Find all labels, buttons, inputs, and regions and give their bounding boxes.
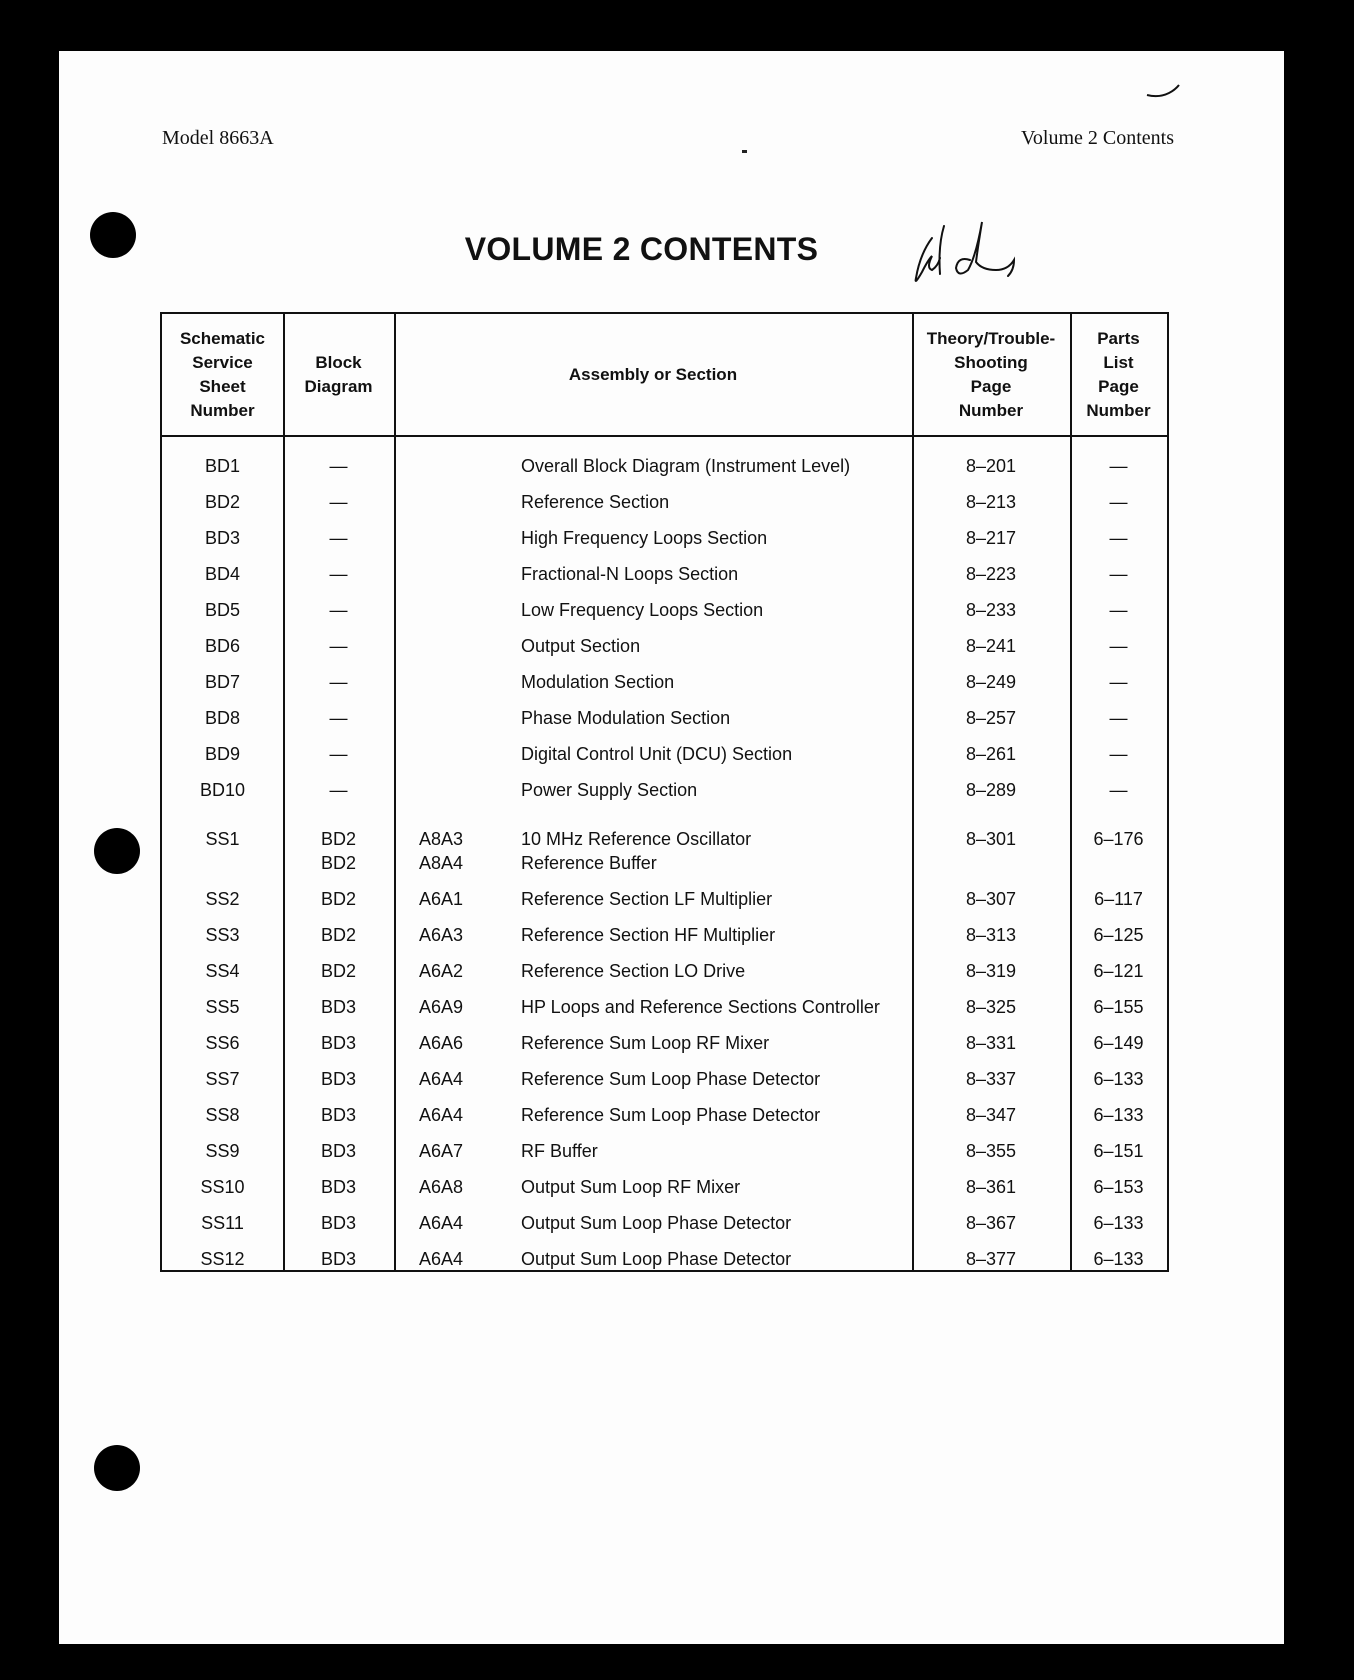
stray-dot: [742, 150, 747, 153]
assembly-cell: A6A7: [419, 1141, 464, 1161]
column-divider: [394, 314, 396, 1270]
parts-page-cell: 6–176: [1093, 829, 1144, 849]
sheet-cell: SS2: [205, 889, 240, 909]
sheet-cell: BD1: [204, 456, 240, 476]
description-cell: RF Buffer: [521, 1141, 598, 1161]
theory-page-cell: 8–307: [965, 889, 1017, 909]
page-title: VOLUME 2 CONTENTS: [464, 231, 819, 267]
block-cell: —: [329, 708, 348, 728]
theory-page-cell: 8–223: [965, 564, 1017, 584]
column-header-sheet: Schematic Service Sheet Number: [179, 328, 266, 420]
sheet-cell: SS3: [205, 925, 240, 945]
sheet-cell: BD3: [204, 528, 240, 548]
contents-table: [160, 312, 1169, 1272]
description-cell: Output Sum Loop Phase Detector: [521, 1213, 792, 1233]
parts-page-cell: 6–149: [1093, 1033, 1144, 1053]
column-header-assembly: Assembly or Section: [568, 364, 738, 384]
parts-page-cell: —: [1109, 672, 1128, 692]
assembly-cell: A6A2: [419, 961, 464, 981]
theory-page-cell: 8–301: [965, 829, 1017, 849]
parts-page-cell: 6–151: [1093, 1141, 1144, 1161]
assembly-cell: A6A4: [419, 1249, 464, 1269]
parts-page-cell: —: [1109, 456, 1128, 476]
binder-hole-bottom: [94, 1445, 140, 1491]
sheet-cell: SS12: [200, 1249, 245, 1269]
block-cell: BD2: [320, 961, 356, 981]
document-page: [59, 51, 1284, 1644]
assembly-cell: A6A1: [419, 889, 464, 909]
theory-page-cell: 8–347: [965, 1105, 1017, 1125]
assembly-cell: A8A3 A8A4: [419, 829, 464, 873]
block-cell: BD3: [320, 1069, 356, 1089]
description-cell: Reference Section HF Multiplier: [521, 925, 776, 945]
theory-page-cell: 8–241: [965, 636, 1017, 656]
theory-page-cell: 8–367: [965, 1213, 1017, 1233]
sheet-cell: BD4: [204, 564, 240, 584]
block-cell: —: [329, 564, 348, 584]
sheet-cell: BD2: [204, 492, 240, 512]
theory-page-cell: 8–355: [965, 1141, 1017, 1161]
description-cell: Output Sum Loop RF Mixer: [521, 1177, 741, 1197]
description-cell: HP Loops and Reference Sections Controller: [521, 997, 880, 1017]
parts-page-cell: 6–133: [1093, 1249, 1144, 1269]
description-cell: Phase Modulation Section: [521, 708, 731, 728]
description-cell: Reference Sum Loop RF Mixer: [521, 1033, 770, 1053]
header-model: Model 8663A: [162, 127, 274, 149]
binder-hole-middle: [94, 828, 140, 874]
parts-page-cell: 6–133: [1093, 1069, 1144, 1089]
header-divider: [162, 435, 1167, 437]
theory-page-cell: 8–257: [965, 708, 1017, 728]
block-cell: BD2: [320, 925, 356, 945]
sheet-cell: SS1: [205, 829, 240, 849]
assembly-cell: A6A4: [419, 1213, 464, 1233]
sheet-cell: BD9: [204, 744, 240, 764]
parts-page-cell: 6–117: [1094, 889, 1143, 909]
description-cell: Power Supply Section: [521, 780, 698, 800]
column-header-theory: Theory/Trouble- Shooting Page Number: [926, 328, 1056, 420]
assembly-cell: A6A6: [419, 1033, 464, 1053]
theory-page-cell: 8–201: [965, 456, 1017, 476]
assembly-cell: A6A3: [419, 925, 464, 945]
theory-page-cell: 8–361: [965, 1177, 1017, 1197]
theory-page-cell: 8–213: [965, 492, 1017, 512]
corner-check-mark: [1145, 83, 1181, 101]
parts-page-cell: 6–133: [1093, 1213, 1144, 1233]
theory-page-cell: 8–337: [965, 1069, 1017, 1089]
block-cell: BD3: [320, 1141, 356, 1161]
description-cell: Reference Sum Loop Phase Detector: [521, 1105, 821, 1125]
sheet-cell: SS4: [205, 961, 240, 981]
parts-page-cell: —: [1109, 492, 1128, 512]
block-cell: —: [329, 636, 348, 656]
parts-page-cell: 6–121: [1093, 961, 1144, 981]
block-cell: BD3: [320, 1105, 356, 1125]
sheet-cell: BD5: [204, 600, 240, 620]
block-cell: —: [329, 600, 348, 620]
sheet-cell: SS6: [205, 1033, 240, 1053]
block-cell: —: [329, 744, 348, 764]
theory-page-cell: 8–331: [965, 1033, 1017, 1053]
assembly-cell: A6A8: [419, 1177, 464, 1197]
block-cell: —: [329, 456, 348, 476]
description-cell: Modulation Section: [521, 672, 675, 692]
parts-page-cell: 6–125: [1093, 925, 1144, 945]
block-cell: BD3: [320, 1213, 356, 1233]
block-cell: BD2: [320, 889, 356, 909]
block-cell: —: [329, 492, 348, 512]
block-cell: BD2 BD2: [320, 829, 356, 873]
parts-page-cell: —: [1109, 780, 1128, 800]
description-cell: Reference Sum Loop Phase Detector: [521, 1069, 821, 1089]
column-header-parts: Parts List Page Number: [1086, 328, 1151, 420]
sheet-cell: SS8: [205, 1105, 240, 1125]
description-cell: High Frequency Loops Section: [521, 528, 768, 548]
theory-page-cell: 8–289: [965, 780, 1017, 800]
sheet-cell: BD10: [199, 780, 246, 800]
block-cell: BD3: [320, 1033, 356, 1053]
parts-page-cell: —: [1109, 708, 1128, 728]
block-cell: BD3: [320, 1177, 356, 1197]
description-cell: Overall Block Diagram (Instrument Level): [521, 456, 851, 476]
assembly-cell: A6A4: [419, 1069, 464, 1089]
parts-page-cell: 6–153: [1093, 1177, 1144, 1197]
block-cell: —: [329, 780, 348, 800]
assembly-cell: A6A9: [419, 997, 464, 1017]
description-cell: 10 MHz Reference Oscillator Reference Buffer: [521, 829, 752, 873]
header-section: Volume 2 Contents: [1021, 127, 1174, 149]
description-cell: Reference Section: [521, 492, 670, 512]
assembly-cell: A6A4: [419, 1105, 464, 1125]
handwritten-note-old: [910, 216, 1020, 286]
parts-page-cell: 6–155: [1093, 997, 1144, 1017]
description-cell: Reference Section LF Multiplier: [521, 889, 773, 909]
parts-page-cell: —: [1109, 600, 1128, 620]
description-cell: Reference Section LO Drive: [521, 961, 746, 981]
sheet-cell: BD6: [204, 636, 240, 656]
description-cell: Low Frequency Loops Section: [521, 600, 764, 620]
parts-page-cell: 6–133: [1093, 1105, 1144, 1125]
parts-page-cell: —: [1109, 744, 1128, 764]
block-cell: BD3: [320, 1249, 356, 1269]
theory-page-cell: 8–313: [965, 925, 1017, 945]
sheet-cell: SS10: [200, 1177, 245, 1197]
svg-text:old: old: [910, 216, 912, 217]
theory-page-cell: 8–319: [965, 961, 1017, 981]
theory-page-cell: 8–217: [965, 528, 1017, 548]
sheet-cell: SS9: [205, 1141, 240, 1161]
theory-page-cell: 8–377: [965, 1249, 1017, 1269]
block-cell: —: [329, 672, 348, 692]
sheet-cell: BD7: [204, 672, 240, 692]
sheet-cell: SS11: [201, 1213, 244, 1233]
parts-page-cell: —: [1109, 528, 1128, 548]
block-cell: BD3: [320, 997, 356, 1017]
theory-page-cell: 8–261: [965, 744, 1017, 764]
sheet-cell: BD8: [204, 708, 240, 728]
parts-page-cell: —: [1109, 564, 1128, 584]
block-cell: —: [329, 528, 348, 548]
sheet-cell: SS7: [205, 1069, 240, 1089]
description-cell: Output Section: [521, 636, 641, 656]
theory-page-cell: 8–249: [965, 672, 1017, 692]
parts-page-cell: —: [1109, 636, 1128, 656]
description-cell: Fractional-N Loops Section: [521, 564, 739, 584]
sheet-cell: SS5: [205, 997, 240, 1017]
description-cell: Digital Control Unit (DCU) Section: [521, 744, 793, 764]
column-header-block: Block Diagram: [304, 352, 373, 396]
theory-page-cell: 8–325: [965, 997, 1017, 1017]
theory-page-cell: 8–233: [965, 600, 1017, 620]
description-cell: Output Sum Loop Phase Detector: [521, 1249, 792, 1269]
